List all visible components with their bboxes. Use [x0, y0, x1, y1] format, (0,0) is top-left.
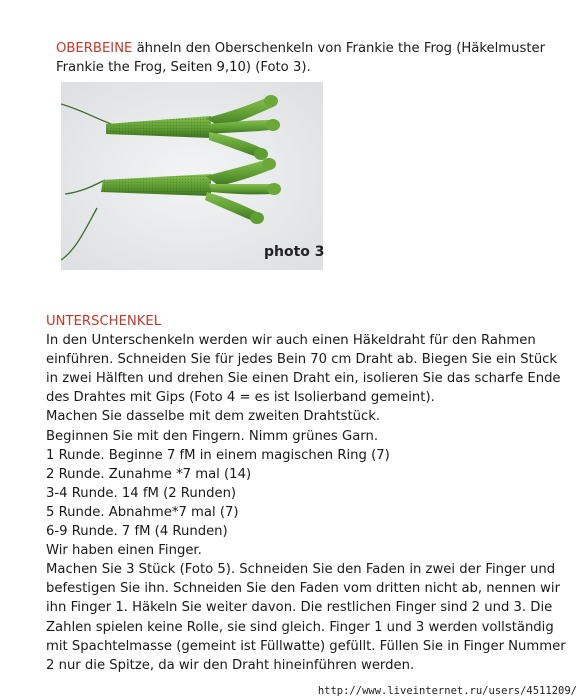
- photo-3: [61, 82, 323, 270]
- source-url[interactable]: http://www.liveinternet.ru/users/4511209/: [317, 685, 577, 697]
- section-heading: UNTERSCHENKEL: [46, 314, 162, 329]
- paragraph-line: Wir haben einen Finger.: [46, 543, 202, 559]
- round-instruction: 3-4 Runde. 14 fM (2 Runden): [46, 485, 237, 501]
- lower-leg-section: [46, 312, 571, 675]
- round-instruction: 6-9 Runde. 7 fM (4 Runden): [46, 524, 228, 540]
- photo-caption: photo 3: [264, 244, 325, 260]
- intro-keyword: OBERBEINE: [56, 41, 133, 56]
- paragraph-line: In den Unterschenkeln werden wir auch einen Häkeldraht für den Rahmen einführen. Schneiden Sie für jedes Bein 70 cm Draht ab. Biegen Sie ein Stück in zwei Hälften und drehen Sie einen Draht ein, isolieren Sie das scharfe Ende des Drahtes mit Gips (Foto 4 = es ist Isolierband gemeint).: [46, 333, 561, 406]
- paragraph-line: Machen Sie dasselbe mit dem zweiten Drahtstück.: [46, 409, 381, 425]
- intro-text: ähneln den Oberschenkeln von Frankie the Frog (Häkelmuster Frankie the Frog, Seiten 9,10) (Foto 3).: [56, 41, 546, 75]
- paragraph-line: Machen Sie 3 Stück (Foto 5). Schneiden Sie den Faden in zwei der Finger und befestigen Sie ihn. Schneiden Sie den Faden vom dritten nicht ab, nennen wir ihn Finger 1. Häkeln Sie weiter davon. Die restlichen Finger sind 2 und 3. Die Zahlen spielen keine Rolle, sie sind gleich. Finger 1 und 3 werden vollständig mit Spachtelmasse (gemeint ist Füllwatte) gefüllt. Füllen Sie in Finger Nummer 2 nur die Spitze, da wir den Draht hineinführen werden.: [46, 562, 566, 673]
- round-instruction: 5 Runde. Abnahme*7 mal (7): [46, 504, 239, 520]
- round-instruction: 1 Runde. Beginne 7 fM in einem magischen Ring (7): [46, 447, 390, 463]
- paragraph-line: Beginnen Sie mit den Fingern. Nimm grünes Garn.: [46, 428, 379, 444]
- crochet-legs-image: [61, 82, 323, 270]
- intro-paragraph: [56, 39, 556, 77]
- round-instruction: 2 Runde. Zunahme *7 mal (14): [46, 466, 252, 482]
